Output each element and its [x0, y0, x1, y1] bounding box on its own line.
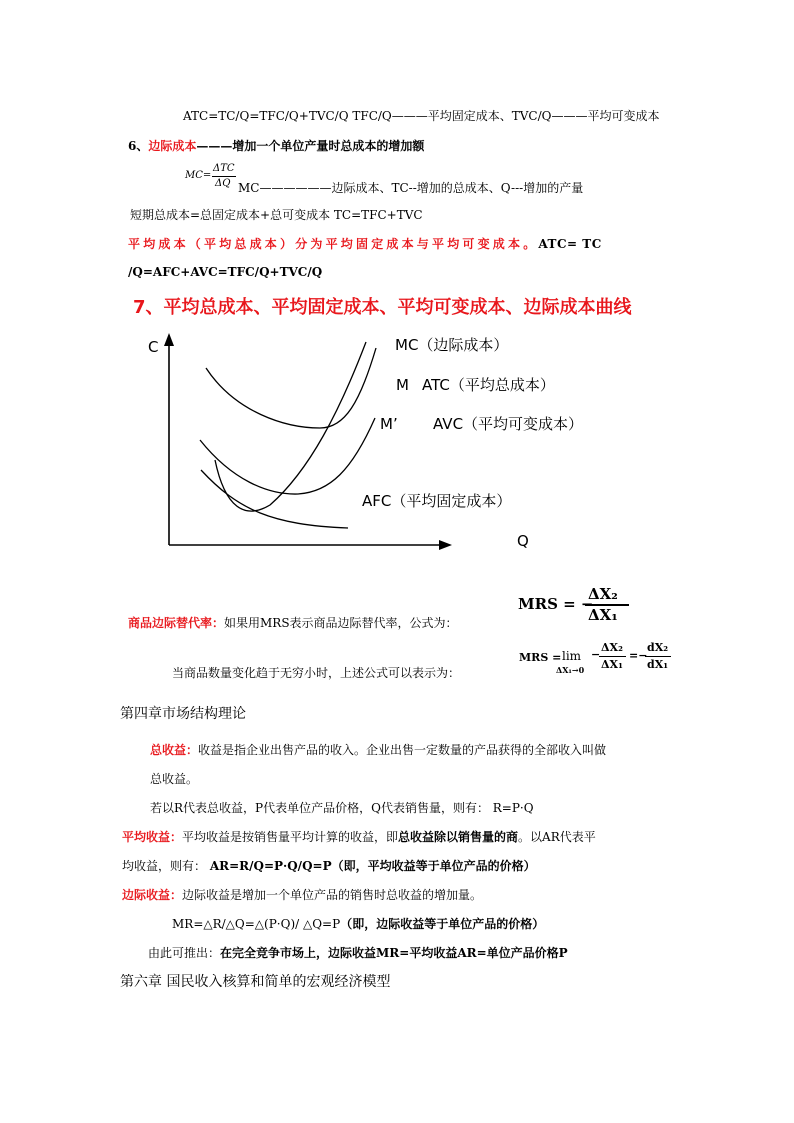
average-revenue-text-bold: 总收益除以销售量的商 — [398, 830, 519, 844]
mrs-limit-formula-lhs: MRS = — [519, 651, 562, 664]
afc-curve — [201, 470, 348, 528]
mrs-formula-numerator: ΔX₂ — [588, 585, 618, 603]
mrs-limit-numerator: ΔX₂ — [601, 641, 623, 654]
mrs-definition-text: 如果用MRS表示商品边际替代率，公式为： — [224, 616, 458, 630]
total-revenue-text-1: 收益是指企业出售产品的收入。企业出售一定数量的产品获得的全部收入叫做 — [198, 743, 607, 757]
mc-formula-denominator: ΔQ — [215, 178, 231, 189]
conclusion-prefix: 由此可推出： — [148, 946, 221, 960]
average-revenue-text-a: 平均收益是按销售量平均计算的收益，即 — [182, 830, 399, 844]
mc-curve — [215, 342, 366, 511]
mrs-differential-numerator: dX₂ — [647, 641, 669, 654]
mrs-limit-denominator: ΔX₁ — [601, 658, 623, 671]
average-revenue-term: 平均收益： — [122, 830, 183, 844]
average-revenue-line-1 — [122, 829, 596, 845]
mrs-term: 商品边际替代率： — [128, 616, 225, 630]
section-7-heading: 7、平均总成本、平均固定成本、平均可变成本、边际成本曲线 — [133, 297, 632, 318]
mrs-differential-denominator: dX₁ — [647, 658, 669, 671]
short-run-total-cost-line: 短期总成本=总固定成本+总可变成本 TC=TFC+TVC — [130, 208, 423, 222]
mrs-limit-text: 当商品数量变化趋于无穷小时，上述公式可以表示为： — [172, 666, 461, 680]
point-m-label: M — [396, 376, 409, 394]
marginal-revenue-formula-line — [172, 916, 544, 932]
atc-curve — [206, 348, 376, 428]
y-axis-arrow — [164, 333, 174, 346]
marginal-revenue-formula-note: （即，边际收益等于单位产品的价格） — [340, 917, 545, 931]
total-revenue-term: 总收益： — [150, 743, 199, 757]
marginal-revenue-text: 边际收益是增加一个单位产品的销售时总收益的增加量。 — [182, 888, 483, 902]
total-revenue-line-2: 总收益。 — [150, 772, 199, 786]
x-axis-label: Q — [517, 532, 529, 550]
chapter-4-title: 第四章市场结构理论 — [120, 706, 246, 722]
atc-curve-label: ATC（平均总成本） — [422, 376, 555, 394]
mc-formula-numerator: ΔTC — [213, 163, 235, 174]
mrs-limit-lim: lim — [562, 649, 582, 663]
marginal-revenue-term: 边际收益： — [122, 888, 183, 902]
mrs-formula-denominator: ΔX₁ — [588, 606, 618, 624]
mrs-limit-minus-1: − — [591, 648, 601, 661]
mc-curve-label: MC（边际成本） — [395, 336, 509, 354]
mrs-limit-equals: =− — [629, 649, 648, 662]
average-revenue-text-2a: 均收益，则有： — [122, 859, 210, 873]
chapter-6-title: 第六章 国民收入核算和简单的宏观经济模型 — [120, 974, 391, 990]
avc-curve-label: AVC（平均可变成本） — [433, 415, 584, 433]
mc-term: 边际成本 — [148, 139, 197, 153]
mrs-limit-subscript: ΔX₁→0 — [556, 665, 585, 675]
total-revenue-line-1 — [150, 742, 606, 758]
average-cost-formula-start: ATC= TC — [538, 237, 602, 251]
point-m-prime-label: M’ — [380, 415, 398, 433]
conclusion-line — [148, 945, 568, 961]
atc-definition-line: ATC=TC/Q=TFC/Q+TVC/Q TFC/Q———平均固定成本、TVC/Q———平均可变成本 — [183, 109, 660, 123]
average-cost-term: 平均成本（平均总成本）分为平均固定成本与平均可变成本。 — [128, 237, 539, 251]
average-revenue-text-c: 。以AR代表平 — [518, 830, 596, 844]
mc-formula-description: MC——————边际成本、TC--增加的总成本、Q---增加的产量 — [238, 181, 584, 195]
conclusion-statement: 在完全竞争市场上，边际收益MR=平均收益AR=单位产品价格P — [220, 946, 568, 960]
mc-formula-lhs: MC= — [185, 170, 212, 181]
average-revenue-formula: AR=R/Q=P·Q/Q=P（即，平均收益等于单位产品的价格） — [209, 859, 536, 873]
afc-curve-label: AFC（平均固定成本） — [362, 492, 512, 510]
average-revenue-line-2 — [122, 858, 536, 874]
mrs-limit-fraction-bar — [599, 656, 626, 657]
total-revenue-formula-line: 若以R代表总收益，P代表单位产品价格，Q代表销售量，则有： R=P·Q — [150, 801, 534, 815]
mrs-definition-line — [128, 615, 458, 631]
y-axis-label: C — [148, 338, 159, 356]
avc-curve — [200, 418, 375, 494]
x-axis-arrow — [439, 540, 452, 550]
mrs-formula-lhs: MRS = − — [518, 595, 594, 613]
marginal-revenue-line — [122, 887, 482, 903]
mc-number: 6、 — [128, 139, 149, 153]
mrs-differential-fraction-bar — [645, 656, 671, 657]
average-cost-formula-end: /Q=AFC+AVC=TFC/Q+TVC/Q — [128, 265, 323, 279]
marginal-revenue-formula: MR=△R/△Q=△(P·Q)/ △Q=P — [172, 917, 341, 931]
mc-definition-text: ———增加一个单位产量时总成本的增加额 — [196, 139, 425, 153]
